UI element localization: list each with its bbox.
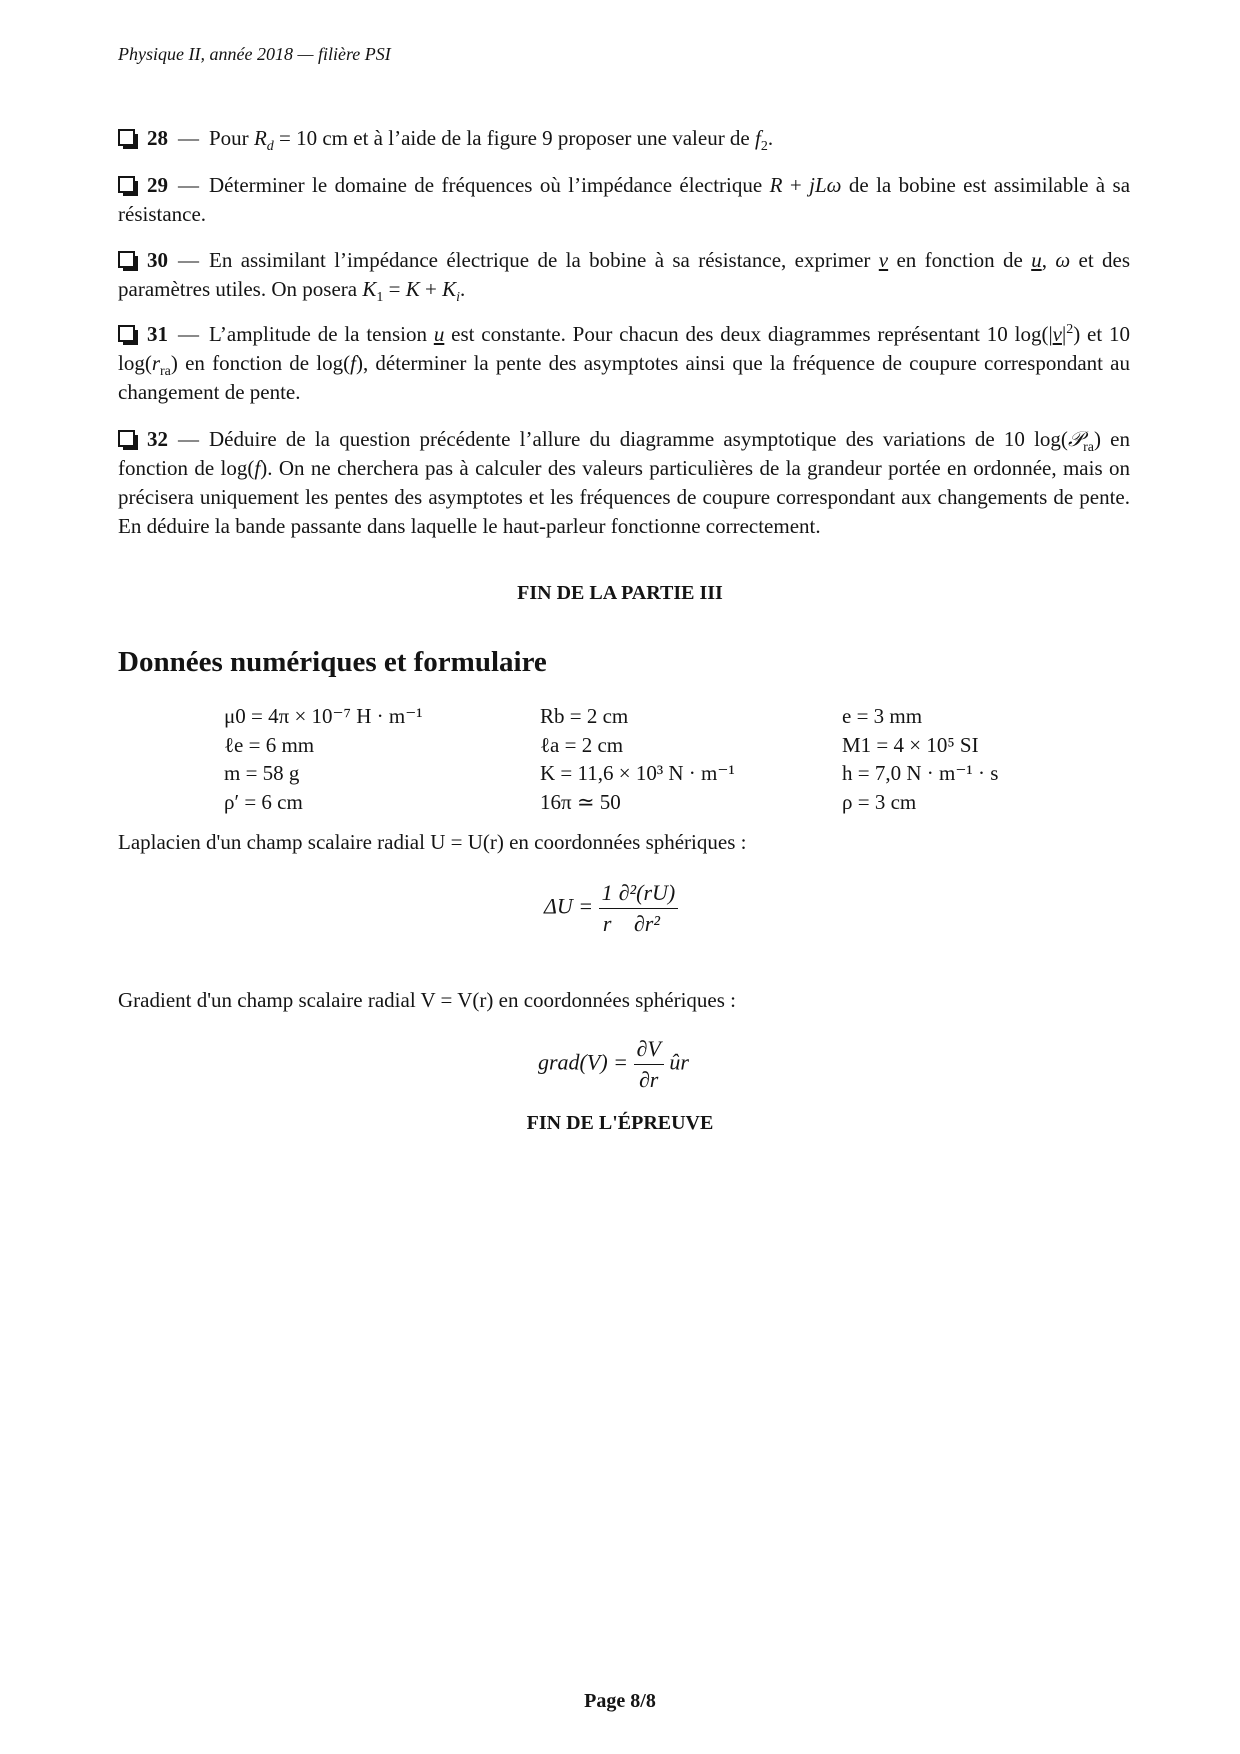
data-value: ℓa = 2 cm [540, 732, 624, 757]
data-value: ρ = 3 cm [842, 789, 917, 814]
section-title: Données numériques et formulaire [118, 646, 547, 678]
data-value: M1 = 4 × 10⁵ SI [842, 732, 979, 757]
question-30: 30 — En assimilant l’impédance électrique de la bobine à sa résistance, exprimer v en fonction de u, ω et des paramètres utiles. On posera $K_1 = K + K_i$. [118, 248, 1131, 306]
checkbox-icon [118, 129, 135, 146]
fraction [634, 1034, 664, 1095]
running-header: Physique II, année 2018 — filière PSI [118, 44, 391, 64]
fraction-numerator: ∂V [634, 1034, 664, 1065]
formula-rhs: ûr [669, 1049, 689, 1075]
fraction-numerator: ∂²(rU) [616, 878, 679, 909]
data-value: ρ′ = 6 cm [224, 789, 303, 814]
data-value: m = 58 g [224, 761, 300, 785]
question-28: 28 — Pour $R_d = 10$ cm et à l’aide de la figure 9 proposer une valeur de $f_2$. [118, 124, 1130, 153]
question-number: 29 [147, 173, 168, 197]
data-value: ℓe = 6 mm [224, 732, 315, 757]
fraction [599, 878, 616, 939]
checkbox-icon [118, 325, 135, 342]
checkbox-icon [118, 251, 135, 268]
fraction [616, 878, 679, 939]
data-value: μ0 = 4π × 10⁻⁷ H · m⁻¹ [224, 704, 423, 728]
end-of-part-label: FIN DE LA PARTIE III [517, 582, 723, 604]
end-of-exam-label: FIN DE L'ÉPREUVE [526, 1112, 714, 1134]
formula-lhs: ΔU = [544, 893, 594, 919]
question-32: 32 — Déduire de la question précédente l’allure du diagramme asymptotique des variations de 10 log(𝒫$_{ra}$) en fonction de log(f). On ne cherchera pas à calculer des valeurs particulières de la grandeur portée en ordonnée, mais on précisera uniquement les pentes des asymptotes et les fréquences de coupure correspondant aux changements de pente. En déduire la bande passante dans laquelle le haut-parleur fonctionne correctement. [118, 427, 1131, 538]
fraction-numerator: 1 [599, 878, 616, 909]
page-number: Page 8/8 [584, 1690, 656, 1712]
data-value: K = 11,6 × 10³ N · m⁻¹ [540, 761, 735, 785]
question-number: 30 [147, 248, 168, 272]
data-value: 16π ≃ 50 [540, 789, 621, 814]
laplacien-formula [544, 878, 678, 939]
question-number: 32 [147, 427, 168, 451]
data-column-1 [224, 702, 423, 816]
checkbox-icon [118, 430, 135, 447]
question-number: 28 [147, 126, 168, 150]
data-column-2 [540, 702, 735, 816]
data-value: h = 7,0 N · m⁻¹ · s [842, 761, 999, 785]
question-number: 31 [147, 322, 168, 346]
formula-lhs: grad(V) = [538, 1049, 628, 1075]
fraction-denominator: ∂r [638, 1067, 659, 1092]
question-29: 29 — Déterminer le domaine de fréquences où l’impédance électrique R + jLω de la bobine est assimilable à sa résistance. [118, 173, 1131, 226]
data-column-3 [842, 702, 998, 816]
gradient-formula [538, 1034, 689, 1095]
question-31: 31 — L’amplitude de la tension u est constante. Pour chacun des deux diagrammes représentant 10 $\log(|v|^2)$ et 10 $\log(r_{ra})$ en fonction de log(f), déterminer la pente des asymptotes ainsi que la fréquence de coupure correspondant au changement de pente. [118, 322, 1130, 404]
checkbox-icon [118, 176, 135, 193]
fraction-denominator: r [602, 911, 612, 936]
data-value: Rb = 2 cm [540, 704, 629, 728]
laplacien-intro: Laplacien d'un champ scalaire radial U = U(r) en coordonnées sphériques : [118, 830, 747, 854]
gradient-intro: Gradient d'un champ scalaire radial V = V(r) en coordonnées sphériques : [118, 988, 737, 1012]
data-value: e = 3 mm [842, 704, 923, 728]
fraction-denominator: ∂r² [633, 911, 660, 936]
